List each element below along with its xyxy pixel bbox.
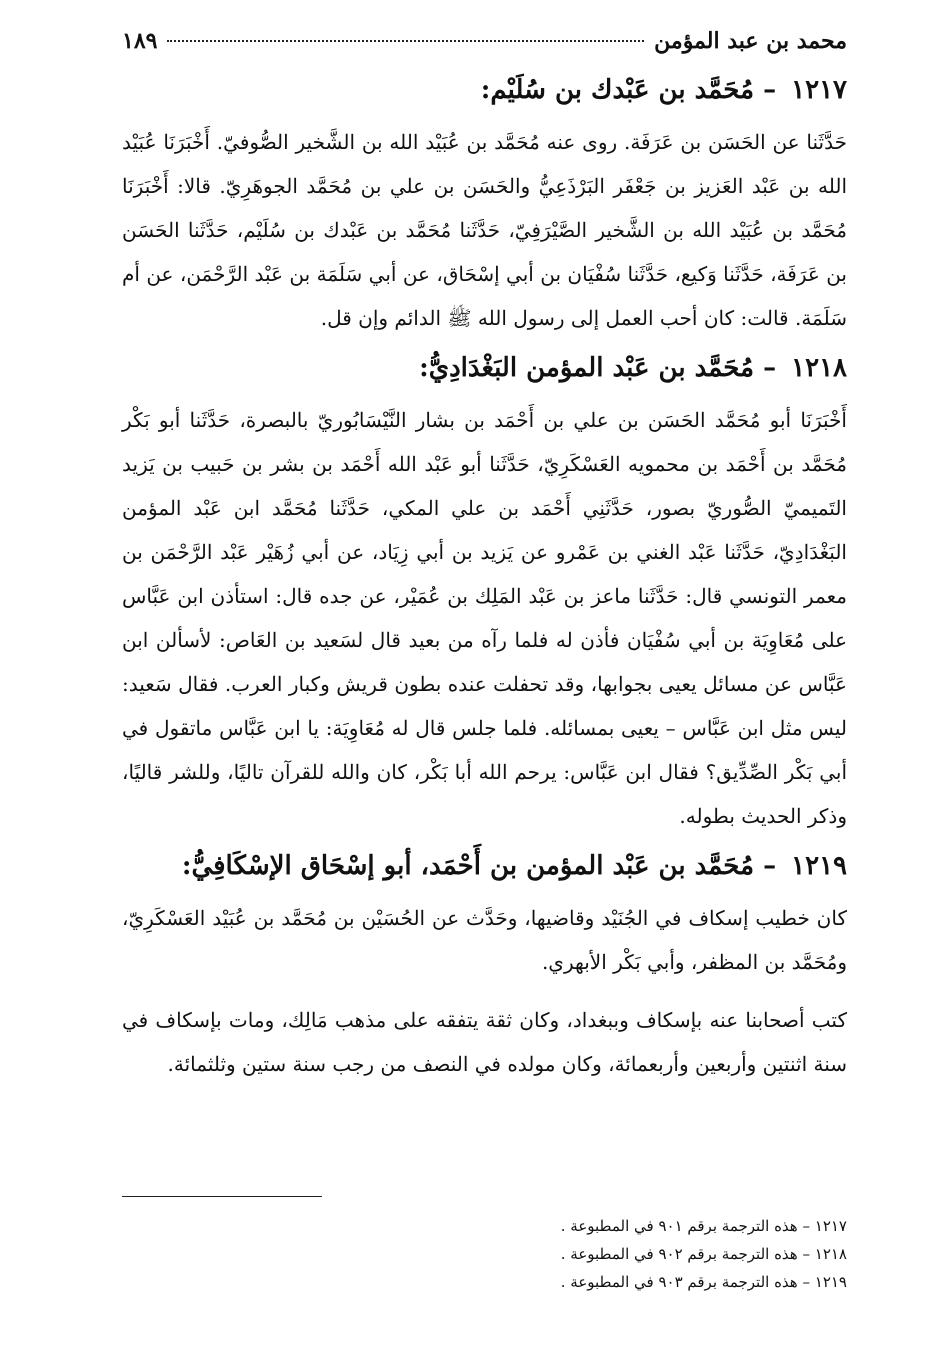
footnote: ١٢١٨ – هذه الترجمة برقم ٩٠٢ في المطبوعة . xyxy=(560,1245,847,1263)
biography-entry-1218 xyxy=(122,348,847,838)
entry-name: مُحَمَّد بن عَبْد المؤمن البَغْدَادِيُّ: xyxy=(419,353,755,383)
biography-entry-1217 xyxy=(122,70,847,340)
entry-heading xyxy=(122,846,847,886)
entry-heading xyxy=(122,348,847,388)
paragraph-gap xyxy=(122,984,847,998)
running-header xyxy=(122,28,847,62)
biography-entry-1219 xyxy=(122,846,847,1086)
entry-paragraph: أَخْبَرَنَا أبو مُحَمَّد الحَسَن بن علي بن أَحْمَد بن بشار النَّيْسَابُوريّ بالبصرة، حَدَّثَنا أبو بَكْر مُحَمَّد بن أَحْمَد بن محمويه العَسْكَرِيّ، حَدَّثَنا أبو عَبْد الله أَحْمَد بن بشر بن حَبيب بن يَزيد التَميميّ الصُّوريّ بصور، حَدَّثَنِي أَحْمَد بن علي المكي، حَدَّثَنا مُحَمَّد ابن عَبْد المؤمن البَغْدَادِيّ، حَدَّثَنا عَبْد الغني بن عَمْرو عن يَزيد بن أبي زِيَاد، عن أبي زُهَيْر عَبْد الرَّحْمَن بن معمر التونسي قال: حَدَّثَنا ماعز بن عَبْد المَلِك بن عُمَيْر، عن جده قال: استأذن ابن عَبَّاس على مُعَاوِيَة بن أبي سُفْيَان فأذن له فلما رآه من بعيد قال لسَعيد بن العَاص: لأسألن ابن عَبَّاس عن مسائل يعيى بجوابها، وقد تحفلت عنده بطون قريش وكبار العرب. فقال سَعيد: ليس مثل ابن عَبَّاس – يعيى بمسائله. فلما جلس قال له مُعَاوِيَة: يا ابن عَبَّاس ماتقول في أبي بَكْر الصِّدِّيق؟ فقال ابن عَبَّاس: يرحم الله أبا بَكْر، كان والله للقرآن تاليًا، وللشر قاليًا، وذكر الحديث بطوله. xyxy=(122,408,847,828)
entry-name: مُحَمَّد بن عَبْد المؤمن بن أَحْمَد، أبو إسْحَاق الإسْكَافِيُّ: xyxy=(181,851,755,881)
entry-number: ١٢١٩ xyxy=(791,851,847,881)
page-number: ١٨٩ xyxy=(122,28,158,54)
entry-number: ١٢١٨ xyxy=(791,353,847,383)
entry-name: مُحَمَّد بن عَبْدك بن سُلَيْم: xyxy=(480,75,755,105)
entry-number: ١٢١٧ xyxy=(791,75,847,105)
entry-dash: – xyxy=(763,851,777,881)
entry-paragraph: حَدَّثَنا عن الحَسَن بن عَرَفَة. روى عنه مُحَمَّد بن عُبَيْد الله بن الشَّخير الصُّوفيّ. أَخْبَرَنَا عُبَيْد الله بن عَبْد العَزيز بن جَعْفَر البَرْذَعِيُّ والحَسَن بن علي بن مُحَمَّد الجوهَرِيّ. قالا: أَخْبَرَنَا مُحَمَّد بن عُبَيْد الله بن الشَّخير الصَّيْرَفِيّ، حَدَّثَنا مُحَمَّد بن عَبْدك بن سُلَيْم، حَدَّثَنا الحَسَن بن عَرَفَة، حَدَّثَنا وَكيع، حَدَّثَنا سُفْيَان بن أبي إسْحَاق، عن أبي سَلَمَة بن عَبْد الرَّحْمَن، عن أم سَلَمَة. قالت: كان أحب العمل إلى رسول الله ﷺ الدائم وإن قل. xyxy=(122,130,847,330)
entry-paragraph: كتب أصحابنا عنه بإسكاف وببغداد، وكان ثقة يتفقه على مذهب مَالِك، ومات بإسكاف في سنة اثنتين وأربعين وأربعمائة، وكان مولده في النصف من رجب سنة ستين وثلثمائة. xyxy=(122,1008,847,1076)
leader-dots xyxy=(167,40,644,42)
entry-dash: – xyxy=(763,353,777,383)
footnote-rule xyxy=(122,1196,322,1197)
footnote: ١٢١٧ – هذه الترجمة برقم ٩٠١ في المطبوعة . xyxy=(560,1217,847,1235)
footnote: ١٢١٩ – هذه الترجمة برقم ٩٠٣ في المطبوعة . xyxy=(560,1273,847,1291)
entry-dash: – xyxy=(763,75,777,105)
entry-heading xyxy=(122,70,847,110)
running-title: محمد بن عبد المؤمن xyxy=(654,28,847,54)
footnotes xyxy=(122,1212,847,1296)
entry-paragraph: كان خطيب إسكاف في الجُنَيْد وقاضيها، وحَدَّث عن الحُسَيْن بن مُحَمَّد بن عُبَيْد العَسْكَرِيّ، ومُحَمَّد بن المظفر، وأبي بَكْر الأبهري. xyxy=(122,906,847,974)
